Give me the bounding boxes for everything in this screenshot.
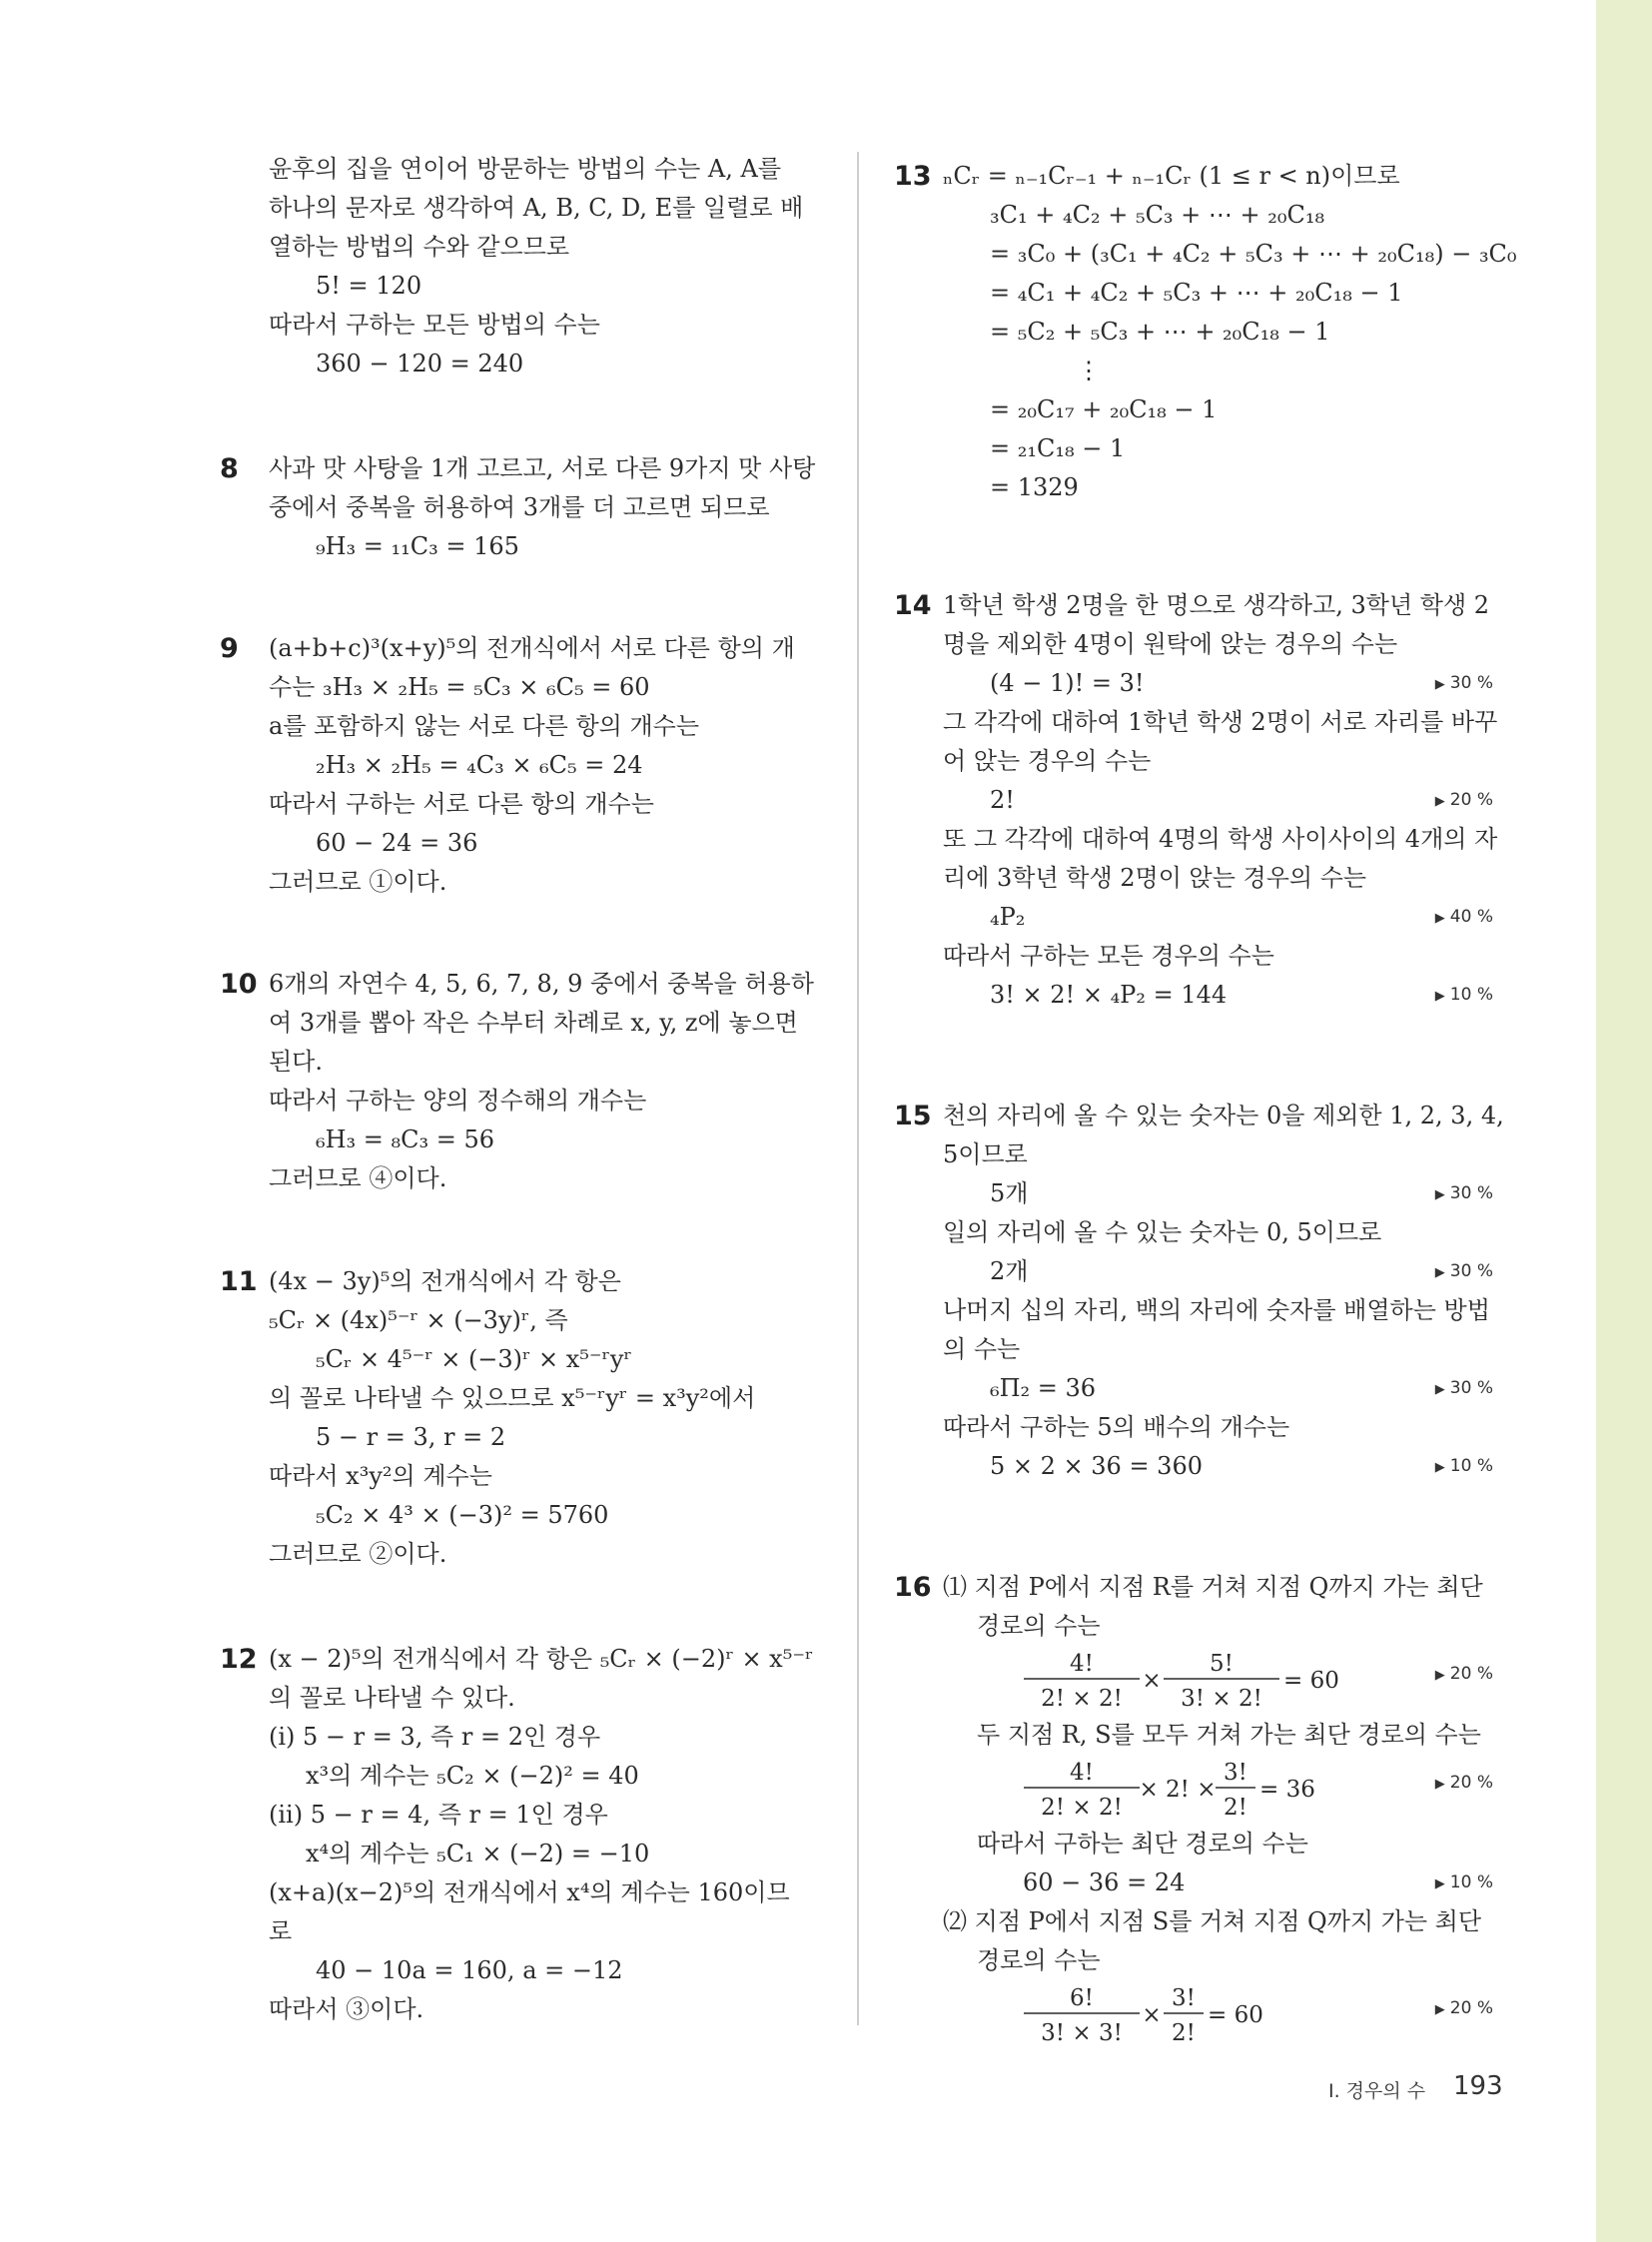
score-percent: 20 % xyxy=(1449,1773,1493,1793)
triangle-icon: ▶ xyxy=(1434,989,1445,1004)
problem-9 xyxy=(220,629,829,902)
score-badge xyxy=(1435,898,1493,938)
equation-text: (4 − 1)! = 3! xyxy=(990,669,1145,697)
text-line: 따라서 구하는 최단 경로의 수는 xyxy=(977,1830,1308,1858)
answer-line: 그러므로 ④이다. xyxy=(269,1164,447,1192)
case-line: (ⅱ) 5 − r = 4, 즉 r = 1인 경우 xyxy=(269,1801,608,1829)
text-line: 두 지점 R, S를 모두 거쳐 가는 최단 경로의 수는 xyxy=(977,1721,1481,1749)
equation-line: ₙCᵣ = ₙ₋₁Cᵣ₋₁ + ₙ₋₁Cᵣ (1 ≤ r < n)이므로 xyxy=(943,162,1400,190)
problem-14 xyxy=(894,586,1503,1015)
score-badge xyxy=(1435,1864,1493,1903)
problem-number: 11 xyxy=(220,1266,258,1297)
fraction-equation xyxy=(894,1646,1503,1716)
text-line: 경로의 수는 xyxy=(977,1946,1101,1974)
operator: × xyxy=(1142,2002,1162,2028)
equation-line: = 1329 xyxy=(990,473,1079,501)
denominator: 3! × 3! xyxy=(1041,2020,1123,2046)
text-line: (a+b+c)³(x+y)⁵의 전개식에서 서로 다른 항의 개 xyxy=(269,634,795,662)
score-percent: 30 % xyxy=(1449,1183,1493,1203)
score-badge xyxy=(1435,664,1493,704)
text-line: 의 꼴로 나타낼 수 있으므로 x⁵⁻ʳyʳ = x³y²에서 xyxy=(269,1384,756,1412)
text-line: 의 꼴로 나타낼 수 있다. xyxy=(269,1684,515,1712)
equation-line: ₆H₃ = ₈C₃ = 56 xyxy=(316,1125,495,1153)
problem-number: 16 xyxy=(894,1572,932,1603)
equation-line: = ₅C₂ + ₅C₃ + ⋯ + ₂₀C₁₈ − 1 xyxy=(990,318,1330,346)
text-line: 윤후의 집을 연이어 방문하는 방법의 수는 A, A를 xyxy=(269,155,782,183)
text-line: 여 3개를 뽑아 작은 수부터 차례로 x, y, z에 놓으면 xyxy=(269,1009,798,1037)
text-line: 그 각각에 대하여 1학년 학생 2명이 서로 자리를 바꾸 xyxy=(943,708,1498,736)
problem-13 xyxy=(894,157,1517,507)
fraction-equation xyxy=(894,1980,1503,2050)
equation-line xyxy=(894,898,1503,937)
text-line: 천의 자리에 올 수 있는 숫자는 0을 제외한 1, 2, 3, 4, xyxy=(943,1102,1504,1129)
problem-15 xyxy=(894,1097,1503,1486)
equation-line: 40 − 10a = 160, a = −12 xyxy=(316,1956,623,1984)
problem-8 xyxy=(220,449,829,566)
fraction-svg-3 xyxy=(894,1980,1493,2050)
equation-text: ₆Π₂ = 36 xyxy=(990,1374,1097,1402)
equation-text: 60 − 36 = 24 xyxy=(1023,1868,1186,1896)
equation-line: = ₂₀C₁₇ + ₂₀C₁₈ − 1 xyxy=(990,395,1218,423)
text-line: 로 xyxy=(269,1917,293,1945)
problem-10 xyxy=(220,965,829,1198)
text-line: 일의 자리에 올 수 있는 숫자는 0, 5이므로 xyxy=(943,1218,1382,1246)
score-badge xyxy=(1435,976,1493,1016)
problem-number: 14 xyxy=(894,590,932,621)
equation-text: 2! xyxy=(990,786,1015,814)
equation-line: = ₂₁C₁₈ − 1 xyxy=(990,434,1126,462)
score-percent: 40 % xyxy=(1449,907,1493,927)
operator: × 2! × xyxy=(1139,1777,1217,1803)
problem-11 xyxy=(220,1262,829,1574)
fraction-svg-1 xyxy=(894,1646,1493,1716)
equation-line xyxy=(894,1369,1503,1408)
equation-line: 60 − 24 = 36 xyxy=(316,829,478,857)
triangle-icon: ▶ xyxy=(1434,1777,1445,1792)
equation-line: = ₃C₀ + (₃C₁ + ₄C₂ + ₅C₃ + ⋯ + ₂₀C₁₈) − ₃C₀ xyxy=(990,240,1517,268)
page-number: 193 xyxy=(1453,2071,1503,2101)
triangle-icon: ▶ xyxy=(1434,911,1445,926)
equation-line xyxy=(894,781,1503,820)
triangle-icon: ▶ xyxy=(1434,677,1445,692)
text-line: 따라서 x³y²의 계수는 xyxy=(269,1462,492,1490)
fraction-equation xyxy=(894,1755,1503,1825)
text-line: 따라서 구하는 모든 경우의 수는 xyxy=(943,942,1274,970)
numerator: 6! xyxy=(1070,1985,1094,2011)
text-line: 의 수는 xyxy=(943,1335,1021,1363)
page-edge-band xyxy=(1596,0,1652,2242)
score-percent: 10 % xyxy=(1449,985,1493,1005)
score-percent: 20 % xyxy=(1449,790,1493,810)
text-line: 된다. xyxy=(269,1048,323,1076)
equation-line: x³의 계수는 ₅C₂ × (−2)² = 40 xyxy=(306,1762,639,1790)
equation-line: 수는 ₃H₃ × ₂H₅ = ₅C₃ × ₆C₅ = 60 xyxy=(269,673,650,701)
equation-line: = ₄C₁ + ₄C₂ + ₅C₃ + ⋯ + ₂₀C₁₈ − 1 xyxy=(990,279,1403,307)
text-line: 또 그 각각에 대하여 4명의 학생 사이사이의 4개의 자 xyxy=(943,825,1498,853)
score-percent: 30 % xyxy=(1449,1378,1493,1398)
score-badge xyxy=(1435,1447,1493,1487)
denominator: 2! × 2! xyxy=(1041,1686,1123,1712)
equation-line: ₅C₂ × 4³ × (−3)² = 5760 xyxy=(316,1501,609,1529)
column-divider xyxy=(857,152,859,2025)
answer-line: 그러므로 ②이다. xyxy=(269,1540,447,1568)
triangle-icon: ▶ xyxy=(1434,1265,1445,1280)
equation-line xyxy=(894,976,1503,1015)
score-badge xyxy=(1435,1369,1493,1409)
fraction-svg-2 xyxy=(894,1755,1493,1825)
score-percent: 10 % xyxy=(1449,1872,1493,1892)
score-badge xyxy=(1435,1773,1493,1793)
case-line: (ⅰ) 5 − r = 3, 즉 r = 2인 경우 xyxy=(269,1723,601,1751)
score-badge xyxy=(1435,1664,1493,1684)
score-badge xyxy=(1435,1252,1493,1292)
denominator: 2! xyxy=(1224,1795,1247,1821)
equation-line xyxy=(894,1447,1503,1486)
text-line: a를 포함하지 않는 서로 다른 항의 개수는 xyxy=(269,712,700,740)
triangle-icon: ▶ xyxy=(1434,1382,1445,1397)
numerator: 4! xyxy=(1070,1651,1094,1677)
numerator: 5! xyxy=(1210,1651,1234,1677)
text-line: 하나의 문자로 생각하여 A, B, C, D, E를 일렬로 배 xyxy=(269,194,804,222)
vertical-ellipsis: ⋮ xyxy=(1077,357,1101,384)
problem-number: 15 xyxy=(894,1101,932,1131)
triangle-icon: ▶ xyxy=(1434,794,1445,809)
problem-number: 8 xyxy=(220,453,239,484)
text-line: 따라서 구하는 5의 배수의 개수는 xyxy=(943,1413,1290,1441)
text-line: 따라서 구하는 양의 정수해의 개수는 xyxy=(269,1087,647,1115)
text-line: (x+a)(x−2)⁵의 전개식에서 x⁴의 계수는 160이므 xyxy=(269,1878,790,1906)
equation-line xyxy=(894,1864,1503,1902)
triangle-icon: ▶ xyxy=(1434,1668,1445,1683)
score-percent: 30 % xyxy=(1449,673,1493,693)
denominator: 2! × 2! xyxy=(1041,1795,1123,1821)
equation-line: 5 − r = 3, r = 2 xyxy=(316,1423,506,1451)
problem-number: 12 xyxy=(220,1644,258,1675)
equation-line: ₉H₃ = ₁₁C₃ = 165 xyxy=(316,532,519,560)
numerator: 3! xyxy=(1224,1760,1247,1786)
score-percent: 10 % xyxy=(1449,1456,1493,1476)
equation-line: 360 − 120 = 240 xyxy=(316,350,524,377)
sub-problem-line: ⑴ 지점 P에서 지점 R를 거쳐 지점 Q까지 가는 최단 xyxy=(943,1573,1483,1601)
equation-line xyxy=(894,1174,1503,1213)
text-line: 5이므로 xyxy=(943,1140,1028,1168)
sub-problem-line: ⑵ 지점 P에서 지점 S를 거쳐 지점 Q까지 가는 최단 xyxy=(943,1907,1482,1935)
score-badge xyxy=(1435,781,1493,821)
text-line: 따라서 구하는 서로 다른 항의 개수는 xyxy=(269,790,654,818)
problem-16 xyxy=(894,1568,1503,2050)
text-line: 중에서 중복을 허용하여 3개를 더 고르면 되므로 xyxy=(269,493,770,521)
text-line: (x − 2)⁵의 전개식에서 각 항은 ₅Cᵣ × (−2)ʳ × x⁵⁻ʳ xyxy=(269,1645,814,1673)
text-line: 따라서 구하는 모든 방법의 수는 xyxy=(269,311,600,339)
numerator: 3! xyxy=(1172,1985,1196,2011)
problem-12 xyxy=(220,1640,829,2029)
triangle-icon: ▶ xyxy=(1434,1460,1445,1475)
problem-number: 10 xyxy=(220,969,258,1000)
answer-line: 그러므로 ①이다. xyxy=(269,868,447,896)
chapter-label: I. 경우의 수 xyxy=(1328,2080,1426,2102)
equation-line: ₂H₃ × ₂H₅ = ₄C₃ × ₆C₅ = 24 xyxy=(316,751,643,779)
equation-line xyxy=(894,1252,1503,1291)
equation-line: ₅Cᵣ × (4x)⁵⁻ʳ × (−3y)ʳ, 즉 xyxy=(269,1306,568,1334)
equation-text: 3! × 2! × ₄P₂ = 144 xyxy=(990,981,1228,1009)
equation-text: 2개 xyxy=(990,1257,1029,1285)
text-line: 나머지 십의 자리, 백의 자리에 숫자를 배열하는 방법 xyxy=(943,1296,1490,1324)
denominator: 2! xyxy=(1172,2020,1196,2046)
text-line: 어 앉는 경우의 수는 xyxy=(943,747,1152,775)
score-percent: 20 % xyxy=(1449,1664,1493,1684)
text-line: 사과 맛 사탕을 1개 고르고, 서로 다른 9가지 맛 사탕 xyxy=(269,454,816,482)
answer-line: 따라서 ③이다. xyxy=(269,1995,424,2023)
text-line: 명을 제외한 4명이 원탁에 앉는 경우의 수는 xyxy=(943,630,1398,658)
text-line: 6개의 자연수 4, 5, 6, 7, 8, 9 중에서 중복을 허용하 xyxy=(269,970,814,998)
text-line: 경로의 수는 xyxy=(977,1612,1101,1640)
equation-line: ₃C₁ + ₄C₂ + ₅C₃ + ⋯ + ₂₀C₁₈ xyxy=(990,201,1325,229)
text-line: 1학년 학생 2명을 한 명으로 생각하고, 3학년 학생 2 xyxy=(943,591,1490,619)
equation-text: 5개 xyxy=(990,1179,1029,1207)
text-line: 열하는 방법의 수와 같으므로 xyxy=(269,233,570,261)
triangle-icon: ▶ xyxy=(1434,2002,1445,2017)
problem-7-continued xyxy=(220,150,829,383)
text-line: 리에 3학년 학생 2명이 앉는 경우의 수는 xyxy=(943,864,1367,892)
operator: × xyxy=(1142,1668,1162,1694)
result: = 36 xyxy=(1259,1777,1315,1803)
equation-line: ₅Cᵣ × 4⁵⁻ʳ × (−3)ʳ × x⁵⁻ʳyʳ xyxy=(316,1345,632,1373)
equation-text: ₄P₂ xyxy=(990,903,1026,931)
result: = 60 xyxy=(1283,1668,1339,1694)
score-percent: 30 % xyxy=(1449,1261,1493,1281)
score-badge xyxy=(1435,1998,1493,2018)
text-line: (4x − 3y)⁵의 전개식에서 각 항은 xyxy=(269,1267,621,1295)
problem-number: 9 xyxy=(220,633,239,664)
triangle-icon: ▶ xyxy=(1434,1187,1445,1202)
equation-text: 5 × 2 × 36 = 360 xyxy=(990,1452,1203,1480)
result: = 60 xyxy=(1208,2002,1263,2028)
score-badge xyxy=(1435,1174,1493,1214)
denominator: 3! × 2! xyxy=(1181,1686,1262,1712)
equation-line: x⁴의 계수는 ₅C₁ × (−2) = −10 xyxy=(306,1840,650,1868)
score-percent: 20 % xyxy=(1449,1998,1493,2018)
problem-number: 13 xyxy=(894,161,932,192)
numerator: 4! xyxy=(1070,1760,1094,1786)
triangle-icon: ▶ xyxy=(1434,1876,1445,1891)
equation-line: 5! = 120 xyxy=(316,272,422,300)
equation-line xyxy=(894,664,1503,703)
